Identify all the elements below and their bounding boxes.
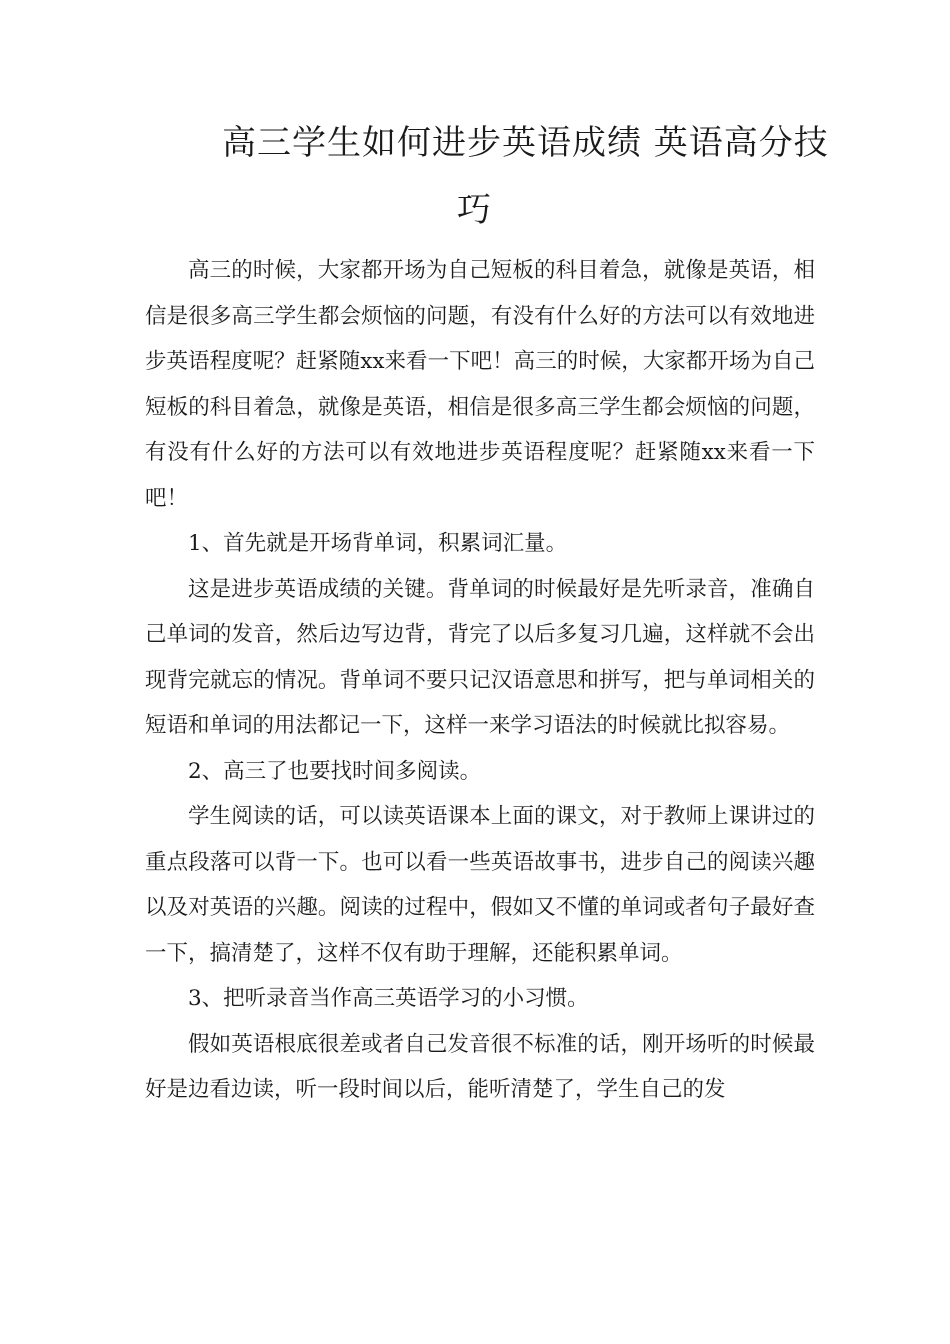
intro-paragraph: 高三的时候，大家都开场为自己短板的科目着急，就像是英语，相信是很多高三学生都会烦恼的问题，有没有什么好的方法可以有效地进步英语程度呢？赶紧随xx来看一下吧！高三的时候，大家都开场为自己短板的科目着急，就像是英语，相信是很多高三学生都会烦恼的问题，有没有什么好的方法可以有效地进步英语程度呢？赶紧随xx来看一下吧！ (145, 258, 815, 511)
tip-paragraph-3: 假如英语根底很差或者自己发音很不标准的话，刚开场听的时候最好是边看边读，听一段时间以后，能听清楚了，学生自己的发 (145, 1031, 815, 1102)
tip-heading-3: 3、把听录音当作高三英语学习的小习惯。 (188, 986, 589, 1011)
document-body (145, 248, 815, 1113)
document-title-line-2: 巧 (457, 190, 492, 230)
document-title-line-1: 高三学生如何进步英语成绩 英语高分技 (222, 123, 829, 163)
tip-heading-1: 1、首先就是开场背单词，积累词汇量。 (188, 531, 568, 556)
tip-paragraph-2: 学生阅读的话，可以读英语课本上面的课文，对于教师上课讲过的重点段落可以背一下。也可以看一些英语故事书，进步自己的阅读兴趣以及对英语的兴趣。阅读的过程中，假如又不懂的单词或者句子最好查一下，搞清楚了，这样不仅有助于理解，还能积累单词。 (145, 804, 815, 966)
tip-paragraph-1: 这是进步英语成绩的关键。背单词的时候最好是先听录音，准确自己单词的发音，然后边写边背，背完了以后多复习几遍，这样就不会出现背完就忘的情况。背单词不要只记汉语意思和拼写，把与单词相关的短语和单词的用法都记一下，这样一来学习语法的时候就比拟容易。 (145, 576, 815, 738)
tip-heading-2: 2、高三了也要找时间多阅读。 (188, 758, 482, 784)
